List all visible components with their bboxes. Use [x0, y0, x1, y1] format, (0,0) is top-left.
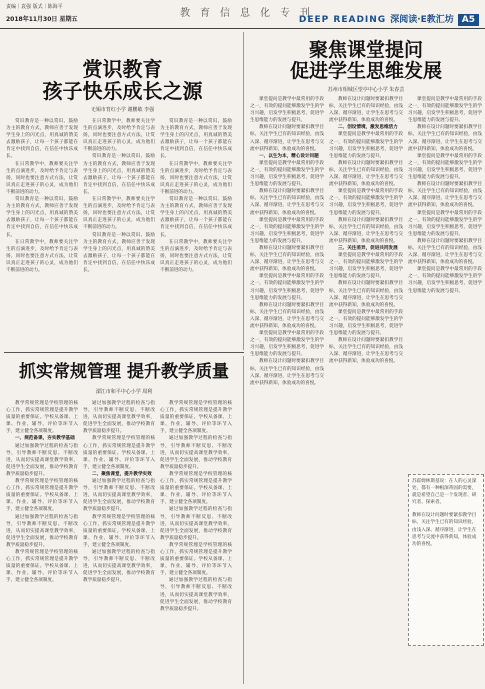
article1-paragraph: 赏识教育是一种以赏识、鼓励为主的教育方式，教师应善于发现学生身上的闪光点，用真诚的赞美去激励孩子，让每一个孩子都能在肯定中找到自信，在信任中快乐成长。	[160, 197, 232, 238]
article2-title-line2: 促进学生思维发展	[289, 60, 442, 82]
article2-paragraph: 课堂提问是教学中最常用的手段之一，有效的提问能够激发学生的学习兴趣，启发学生积极思考，促进学生思维能力的发展与提升。	[408, 267, 482, 294]
article2-byline: 苏州市相城区望亭中心小学 朱春芸	[327, 87, 405, 93]
article1-byline: 无锡市育红小学 谢鹏敏 李强	[90, 107, 155, 113]
article2-title	[252, 40, 480, 82]
newspaper-section-title: 教育信息化专刊	[180, 8, 320, 19]
article3-paragraph: 教学常规管理是学校管理的核心工作，抓实常规管理是提升教学质量的重要保证。学校从备课、上课、作业、辅导、评价等环节入手，建立健全各项制度。	[6, 401, 78, 435]
article2-paragraph: 课堂提问是教学中最常用的手段之一，有效的提问能够激发学生的学习兴趣，启发学生积极思考，促进学生思维能力的发展与提升。	[250, 97, 324, 124]
article1-paragraph: 在日常教学中，教师要关注学生的点滴进步，及时给予肯定与表扬，同时也要注意方式方法，让赏识真正走进孩子的心灵，成为他们不断前进的动力。	[83, 119, 155, 153]
article1-paragraph: 赏识教育是一种以赏识、鼓励为主的教育方式，教师应善于发现学生身上的闪光点，用真诚的赞美去激励孩子，让每一个孩子都能在肯定中找到自信，在信任中快乐成长。	[83, 232, 155, 273]
article2-paragraph: 课堂提问是教学中最常用的手段之一，有效的提问能够激发学生的学习兴趣，启发学生积极思考，促进学生思维能力的发展与提升。	[329, 253, 403, 280]
article2-paragraph: 教师在设计问题时要紧扣教学目标，关注学生已有的知识经验，由浅入深、循序渐进，让学生在思考与交流中获得新知，体验成功的喜悦。	[250, 245, 324, 273]
article2-paragraph: 课堂提问是教学中最常用的手段之一，有效的提问能够激发学生的学习兴趣，启发学生积极思考，促进学生思维能力的发展与提升。	[250, 331, 324, 358]
quote-text: 苏霍姆林斯基说：在人的心灵深处，都有一种根深蒂固的需要，就是希望自己是一个发现者、研究者、探索者。	[412, 479, 477, 506]
article3-paragraph: 通过加强教学过程的检查与指导，引导教师不断反思、不断改进，从而切实提高课堂教学效率，促进学生全面发展，推动学校教育教学质量稳步提升。	[83, 549, 155, 584]
article3-paragraph: 通过加强教学过程的检查与指导，引导教师不断反思、不断改进，从而切实提高课堂教学效率，促进学生全面发展，推动学校教育教学质量稳步提升。	[83, 401, 155, 435]
article2-column1	[250, 96, 324, 681]
article3-paragraph: 教学常规管理是学校管理的核心工作，抓实常规管理是提升教学质量的重要保证。学校从备课、上课、作业、辅导、评价等环节入手，建立健全各项制度。	[160, 471, 232, 506]
article3-paragraph: 通过加强教学过程的检查与指导，引导教师不断反思、不断改进，从而切实提高课堂教学效率，促进学生全面发展，推动学校教育教学质量稳步提升。	[160, 578, 232, 612]
column-divider	[243, 32, 244, 350]
article3-column1	[6, 400, 78, 682]
article1-paragraph: 在日常教学中，教师要关注学生的点滴进步，及时给予肯定与表扬，同时也要注意方式方法，让赏识真正走进孩子的心灵，成为他们不断前进的动力。	[160, 161, 232, 195]
article2-paragraph: 教师在设计问题时要紧扣教学目标，关注学生已有的知识经验，由浅入深、循序渐进，让学生在思考与交流中获得新知，体验成功的喜悦。	[250, 359, 324, 386]
article2-paragraph: 课堂提问是教学中最常用的手段之一，有效的提问能够激发学生的学习兴趣，启发学生积极思考，促进学生思维能力的发展与提升。	[329, 189, 403, 216]
article3-paragraph: 通过加强教学过程的检查与指导，引导教师不断反思、不断改进，从而切实提高课堂教学效率，促进学生全面发展，推动学校教育教学质量稳步提升。	[160, 436, 232, 470]
article1-paragraph: 赏识教育是一种以赏识、鼓励为主的教育方式，教师应善于发现学生身上的闪光点，用真诚的赞美去激励孩子，让每一个孩子都能在肯定中找到自信，在信任中快乐成长。	[6, 197, 78, 238]
article2-paragraph: 课堂提问是教学中最常用的手段之一，有效的提问能够激发学生的学习兴趣，启发学生积极思考，促进学生思维能力的发展与提升。	[408, 210, 482, 237]
article2-paragraph: 教师在设计问题时要紧扣教学目标，关注学生已有的知识经验，由浅入深、循序渐进，让学生在思考与交流中获得新知，体验成功的喜悦。	[408, 238, 482, 266]
article2-column2	[329, 96, 403, 681]
article3-paragraph: 通过加强教学过程的检查与指导，引导教师不断反思、不断改进，从而切实提高课堂教学效率，促进学生全面发展，推动学校教育教学质量稳步提升。	[6, 443, 78, 477]
article2-paragraph: 教师在设计问题时要紧扣教学目标，关注学生已有的知识经验，由浅入深、循序渐进，让学生在思考与交流中获得新知，体验成功的喜悦。	[408, 125, 482, 152]
article2-paragraph: 教师在设计问题时要紧扣教学目标，关注学生已有的知识经验，由浅入深、循序渐进，让学生在思考与交流中获得新知，体验成功的喜悦。	[250, 125, 324, 152]
section-divider	[4, 352, 244, 353]
article2-paragraph: 教师在设计问题时要紧扣教学目标，关注学生已有的知识经验，由浅入深、循序渐进，让学生在思考与交流中获得新知，体验成功的喜悦。	[329, 281, 403, 308]
article2-paragraph: 教师在设计问题时要紧扣教学目标，关注学生已有的知识经验，由浅入深、循序渐进，让学生在思考与交流中获得新知，体验成功的喜悦。	[329, 338, 403, 365]
date-line: 2018年11月30日 星期五	[6, 16, 78, 23]
article1-paragraph: 在日常教学中，教师要关注学生的点滴进步，及时给予肯定与表扬，同时也要注意方式方法，让赏识真正走进孩子的心灵，成为他们不断前进的动力。	[83, 197, 155, 231]
article3-paragraph: 教学常规管理是学校管理的核心工作，抓实常规管理是提升教学质量的重要保证。学校从备课、上课、作业、辅导、评价等环节入手，建立健全各项制度。	[6, 479, 78, 513]
article3-paragraph: 通过加强教学过程的检查与指导，引导教师不断反思、不断改进，从而切实提高课堂教学效率，促进学生全面发展，推动学校教育教学质量稳步提升。	[6, 514, 78, 548]
page-number: A5	[458, 14, 479, 26]
article3-paragraph: 教学常规管理是学校管理的核心工作，抓实常规管理是提升教学质量的重要保证。学校从备课、上课、作业、辅导、评价等环节入手，建立健全各项制度。	[83, 436, 155, 470]
quote-box	[408, 474, 484, 646]
article2-paragraph: 教师在设计问题时要紧扣教学目标，关注学生已有的知识经验，由浅入深、循序渐进，让学生在思考与交流中获得新知，体验成功的喜悦。	[329, 217, 403, 244]
article1-paragraph: 在日常教学中，教师要关注学生的点滴进步，及时给予肯定与表扬，同时也要注意方式方法，让赏识真正走进孩子的心灵，成为他们不断前进的动力。	[6, 161, 78, 195]
section-title-chinese: 深阅读·E教汇坊	[390, 15, 454, 25]
section-title-english: DEEP READING	[298, 15, 387, 25]
article2-paragraph: 课堂提问是教学中最常用的手段之一，有效的提问能够激发学生的学习兴趣，启发学生积极思考，促进学生思维能力的发展与提升。	[250, 217, 324, 244]
article3-subheading: 二、聚焦课堂，提升教学实效	[92, 471, 152, 477]
article2-paragraph: 教师在设计问题时要紧扣教学目标，关注学生已有的知识经验，由浅入深、循序渐进，让学生在思考与交流中获得新知，体验成功的喜悦。	[250, 189, 324, 216]
article1-paragraph: 在日常教学中，教师要关注学生的点滴进步，及时给予肯定与表扬，同时也要注意方式方法，让赏识真正走进孩子的心灵，成为他们不断前进的动力。	[6, 239, 78, 273]
article2-paragraph: 课堂提问是教学中最常用的手段之一，有效的提问能够激发学生的学习兴趣，启发学生积极思考，促进学生思维能力的发展与提升。	[408, 153, 482, 181]
article1-paragraph: 赏识教育是一种以赏识、鼓励为主的教育方式，教师应善于发现学生身上的闪光点，用真诚的赞美去激励孩子，让每一个孩子都能在肯定中找到自信，在信任中快乐成长。	[83, 154, 155, 195]
article2-column3	[408, 96, 482, 466]
article1-column1	[6, 118, 78, 338]
article1-column2	[83, 118, 155, 338]
article2-subheading: 三、关注差异，促进共同发展	[338, 245, 398, 251]
article3-paragraph: 通过加强教学过程的检查与指导，引导教师不断反思、不断改进，从而切实提高课堂教学效率，促进学生全面发展，推动学校教育教学质量稳步提升。	[160, 507, 232, 541]
article3-subheading: 一、规范备课，夯实教学基础	[15, 436, 75, 442]
article2-paragraph: 课堂提问是教学中最常用的手段之一，有效的提问能够激发学生的学习兴趣，启发学生积极思考，促进学生思维能力的发展与提升。	[408, 97, 482, 124]
article2-paragraph: 教师在设计问题时要紧扣教学目标，关注学生已有的知识经验，由浅入深、循序渐进，让学生在思考与交流中获得新知，体验成功的喜悦。	[329, 160, 403, 188]
article1-paragraph: 在日常教学中，教师要关注学生的点滴进步，及时给予肯定与表扬，同时也要注意方式方法，让赏识真正走进孩子的心灵，成为他们不断前进的动力。	[160, 239, 232, 273]
quote-text: 教师在设计问题时要紧扣教学目标，关注学生已有的知识经验，由浅入深、循序渐进，让学生在思考与交流中获得新知，体验成功的喜悦。	[412, 513, 477, 547]
section-header	[299, 12, 479, 25]
article1-paragraph: 赏识教育是一种以赏识、鼓励为主的教育方式，教师应善于发现学生身上的闪光点，用真诚的赞美去激励孩子，让每一个孩子都能在肯定中找到自信，在信任中快乐成长。	[160, 119, 232, 160]
masthead	[0, 0, 485, 29]
article1-title-line2: 孩子快乐成长之源	[42, 79, 203, 103]
article3-column3	[160, 400, 232, 682]
article2-paragraph: 课堂提问是教学中最常用的手段之一，有效的提问能够激发学生的学习兴趣，启发学生积极思考，促进学生思维能力的发展与提升。	[329, 309, 403, 337]
article3-paragraph: 教学常规管理是学校管理的核心工作，抓实常规管理是提升教学质量的重要保证。学校从备课、上课、作业、辅导、评价等环节入手，建立健全各项制度。	[160, 401, 232, 435]
article3-byline: 溧江市和平中心小学 周利	[95, 389, 153, 395]
article2-paragraph: 课堂提问是教学中最常用的手段之一，有效的提问能够激发学生的学习兴趣，启发学生积极思考，促进学生思维能力的发展与提升。	[250, 274, 324, 301]
article1-title	[20, 58, 225, 102]
article2-paragraph: 教师在设计问题时要紧扣教学目标，关注学生已有的知识经验，由浅入深、循序渐进，让学生在思考与交流中获得新知，体验成功的喜悦。	[408, 182, 482, 209]
article1-title-line1: 赏识教育	[82, 57, 163, 81]
article3-paragraph: 教学常规管理是学校管理的核心工作，抓实常规管理是提升教学质量的重要保证。学校从备课、上课、作业、辅导、评价等环节入手，建立健全各项制度。	[6, 549, 78, 584]
article2-subheading: 二、创设情境，激发思维活力	[338, 125, 398, 131]
article1-paragraph: 赏识教育是一种以赏识、鼓励为主的教育方式，教师应善于发现学生身上的闪光点，用真诚的赞美去激励孩子，让每一个孩子都能在肯定中找到自信，在信任中快乐成长。	[6, 119, 78, 160]
article2-paragraph: 课堂提问是教学中最常用的手段之一，有效的提问能够激发学生的学习兴趣，启发学生积极思考，促进学生思维能力的发展与提升。	[329, 132, 403, 159]
editor-line: 责编｜袁强 版式｜陈海平	[6, 4, 63, 10]
article3-column2	[83, 400, 155, 682]
article3-paragraph: 通过加强教学过程的检查与指导，引导教师不断反思、不断改进，从而切实提高课堂教学效率，促进学生全面发展，推动学校教育教学质量稳步提升。	[83, 479, 155, 513]
column-divider	[243, 356, 244, 684]
article2-paragraph: 课堂提问是教学中最常用的手段之一，有效的提问能够激发学生的学习兴趣，启发学生积极思考，促进学生思维能力的发展与提升。	[250, 160, 324, 188]
article2-paragraph: 教师在设计问题时要紧扣教学目标，关注学生已有的知识经验，由浅入深、循序渐进，让学生在思考与交流中获得新知，体验成功的喜悦。	[250, 302, 324, 329]
article2-title-line1: 聚焦课堂提问	[308, 39, 423, 61]
article3-title: 抓实常规管理 提升教学质量	[19, 362, 229, 382]
article3-paragraph: 教学常规管理是学校管理的核心工作，抓实常规管理是提升教学质量的重要保证。学校从备课、上课、作业、辅导、评价等环节入手，建立健全各项制度。	[160, 542, 232, 577]
article2-paragraph: 教师在设计问题时要紧扣教学目标，关注学生已有的知识经验，由浅入深、循序渐进，让学生在思考与交流中获得新知，体验成功的喜悦。	[329, 97, 403, 124]
article3-paragraph: 教学常规管理是学校管理的核心工作，抓实常规管理是提升教学质量的重要保证。学校从备课、上课、作业、辅导、评价等环节入手，建立健全各项制度。	[83, 514, 155, 548]
article1-column3	[160, 118, 232, 338]
article2-subheading: 一、以生为本，精心设计问题	[259, 153, 319, 159]
